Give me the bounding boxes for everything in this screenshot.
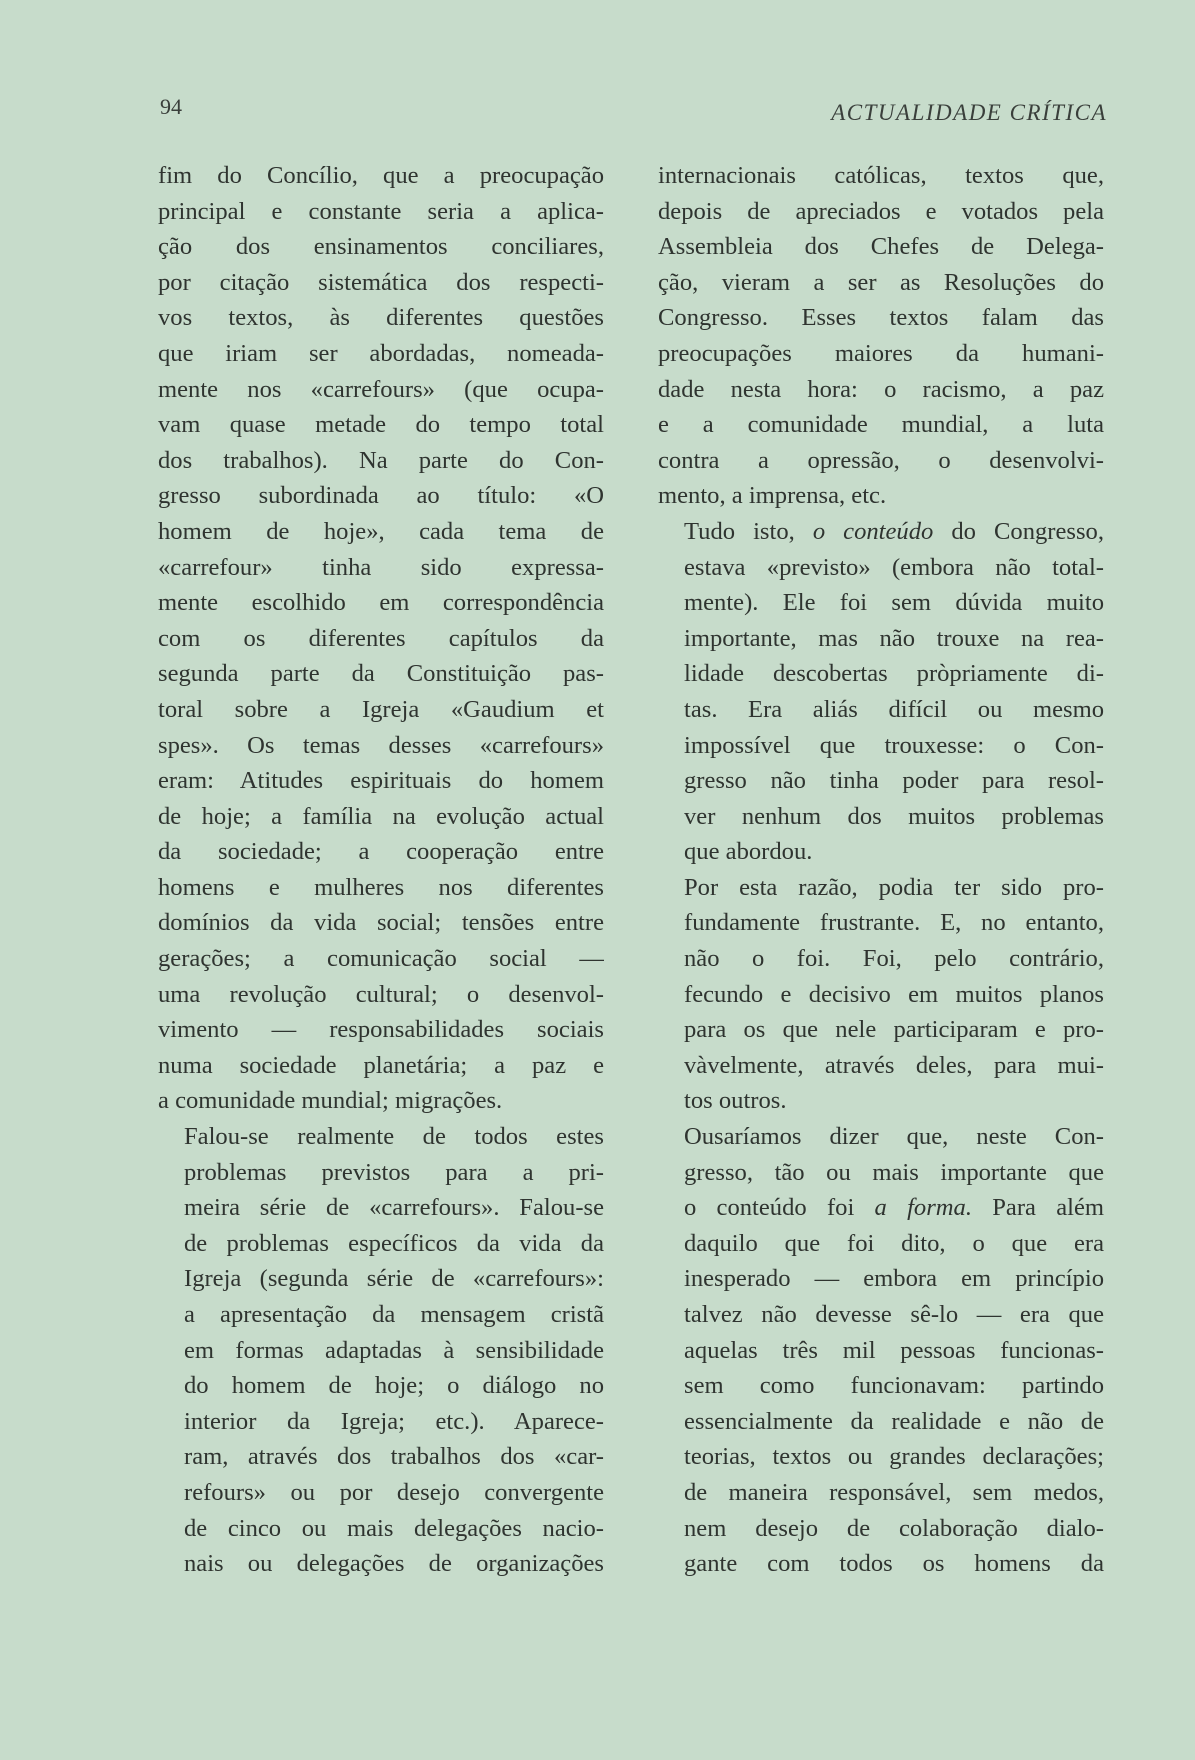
text-line: com os diferentes capítulos da (158, 624, 604, 652)
text-line: preocupações maiores da humani- (658, 339, 1104, 367)
text-line: vàvelmente, através deles, para mui- (684, 1051, 1104, 1079)
text-line: tos outros. (684, 1087, 787, 1115)
text-line: depois de apreciados e votados pela (658, 197, 1104, 225)
text-line: Tudo isto, o conteúdo do Congresso, (684, 517, 1104, 545)
text-line: de maneira responsável, sem medos, (684, 1478, 1104, 1506)
text-line: Falou-se realmente de todos estes (184, 1123, 604, 1151)
paragraph (158, 1119, 604, 1582)
text-line: impossível que trouxesse: o Con- (684, 731, 1104, 759)
text-line: Assembleia dos Chefes de Delega- (658, 233, 1104, 261)
text-line: Igreja (segunda série de «carrefours»: (184, 1265, 604, 1293)
text-line: segunda parte da Constituição pas- (158, 660, 604, 688)
left-column (158, 158, 604, 1582)
text-line: uma revolução cultural; o desenvol- (158, 980, 604, 1008)
text-line: nais ou delegações de organizações (184, 1550, 604, 1578)
text-line: gante com todos os homens da (684, 1550, 1104, 1578)
text-line: domínios da vida social; tensões entre (158, 909, 604, 937)
text-line: que abordou. (684, 838, 813, 866)
text-line: e a comunidade mundial, a luta (658, 411, 1104, 439)
text-line: não o foi. Foi, pelo contrário, (684, 945, 1104, 973)
text-line: teorias, textos ou grandes declarações; (684, 1443, 1104, 1471)
text-line: fecundo e decisivo em muitos planos (684, 980, 1104, 1008)
right-column (658, 158, 1104, 1582)
text-line: fim do Concílio, que a preocupação (158, 162, 604, 189)
text-line: tas. Era aliás difícil ou mesmo (684, 695, 1104, 723)
text-line: por citação sistemática dos respecti- (158, 268, 604, 296)
text-line: aquelas três mil pessoas funcionas- (684, 1336, 1104, 1364)
text-line: mente escolhido em correspondência (158, 589, 604, 617)
text-line: contra a opressão, o desenvolvi- (658, 446, 1104, 474)
text-line: talvez não devesse sê-lo — era que (684, 1301, 1104, 1328)
text-line: lidade descobertas pròpriamente di- (684, 660, 1104, 688)
text-line: vimento — responsabilidades sociais (158, 1016, 604, 1044)
text-line: a apresentação da mensagem cristã (184, 1301, 604, 1328)
text-line: «carrefour» tinha sido expressa- (158, 553, 604, 581)
text-line: interior da Igreja; etc.). Aparece- (184, 1407, 604, 1435)
text-line: que iriam ser abordadas, nomeada- (158, 339, 604, 367)
text-line: gresso subordinada ao título: «O (158, 482, 604, 510)
text-line: Ousaríamos dizer que, neste Con- (684, 1123, 1104, 1151)
text-line: ram, através dos trabalhos dos «car- (184, 1443, 604, 1471)
text-line: ção dos ensinamentos conciliares, (158, 233, 604, 261)
text-line: Congresso. Esses textos falam das (658, 304, 1104, 332)
text-line: numa sociedade planetária; a paz e (158, 1051, 604, 1079)
text-line: homens e mulheres nos diferentes (158, 873, 604, 901)
text-line: principal e constante seria a aplica- (158, 197, 604, 225)
text-line: ver nenhum dos muitos problemas (684, 802, 1104, 830)
paragraph (158, 158, 604, 1119)
text-line: gresso não tinha poder para resol- (684, 767, 1104, 795)
text-line: inesperado — embora em princípio (684, 1265, 1104, 1293)
text-line: eram: Atitudes espirituais do homem (158, 767, 604, 795)
text-line: problemas previstos para a pri- (184, 1158, 604, 1186)
text-line: refours» ou por desejo convergente (184, 1478, 604, 1506)
text-line: dos trabalhos). Na parte do Con- (158, 446, 604, 474)
text-line: vos textos, às diferentes questões (158, 304, 604, 332)
text-line: vam quase metade do tempo total (158, 411, 604, 439)
text-line: de hoje; a família na evolução actual (158, 802, 604, 830)
text-line: internacionais católicas, textos que, (658, 162, 1104, 189)
text-line: importante, mas não trouxe na rea- (684, 624, 1104, 652)
text-line: spes». Os temas desses «carrefours» (158, 731, 604, 759)
text-line: essencialmente da realidade e não de (684, 1407, 1104, 1435)
text-line: fundamente frustrante. E, no entanto, (684, 909, 1104, 937)
text-line: nem desejo de colaboração dialo- (684, 1514, 1104, 1542)
text-line: ção, vieram a ser as Resoluções do (658, 268, 1104, 296)
text-line: a comunidade mundial; migrações. (158, 1087, 503, 1115)
paragraph (658, 870, 1104, 1119)
paragraph (658, 158, 1104, 514)
text-line: toral sobre a Igreja «Gaudium et (158, 695, 604, 723)
text-line: dade nesta hora: o racismo, a paz (658, 375, 1104, 403)
text-line: meira série de «carrefours». Falou-se (184, 1194, 604, 1222)
text-line: gerações; a comunicação social — (158, 945, 604, 973)
text-line: da sociedade; a cooperação entre (158, 838, 604, 866)
text-line: daquilo que foi dito, o que era (684, 1229, 1104, 1257)
text-line: mente nos «carrefours» (que ocupa- (158, 375, 604, 403)
paragraph (658, 1119, 1104, 1582)
text-line: de problemas específicos da vida da (184, 1229, 604, 1257)
text-line: de cinco ou mais delegações nacio- (184, 1514, 604, 1542)
text-line: do homem de hoje; o diálogo no (184, 1372, 604, 1400)
paragraph (658, 514, 1104, 870)
page-number: 94 (160, 94, 182, 119)
text-line: gresso, tão ou mais importante que (684, 1158, 1104, 1186)
text-line: o conteúdo foi a forma. Para além (684, 1194, 1104, 1222)
text-line: mento, a imprensa, etc. (658, 482, 887, 510)
text-line: em formas adaptadas à sensibilidade (184, 1336, 604, 1364)
text-line: para os que nele participaram e pro- (684, 1016, 1104, 1044)
text-line: homem de hoje», cada tema de (158, 517, 604, 545)
text-line: sem como funcionavam: partindo (684, 1372, 1104, 1400)
text-line: estava «previsto» (embora não total- (684, 553, 1104, 581)
running-head: ACTUALIDADE CRÍTICA (831, 100, 1107, 125)
text-line: mente). Ele foi sem dúvida muito (684, 589, 1104, 617)
text-line: Por esta razão, podia ter sido pro- (684, 873, 1104, 901)
